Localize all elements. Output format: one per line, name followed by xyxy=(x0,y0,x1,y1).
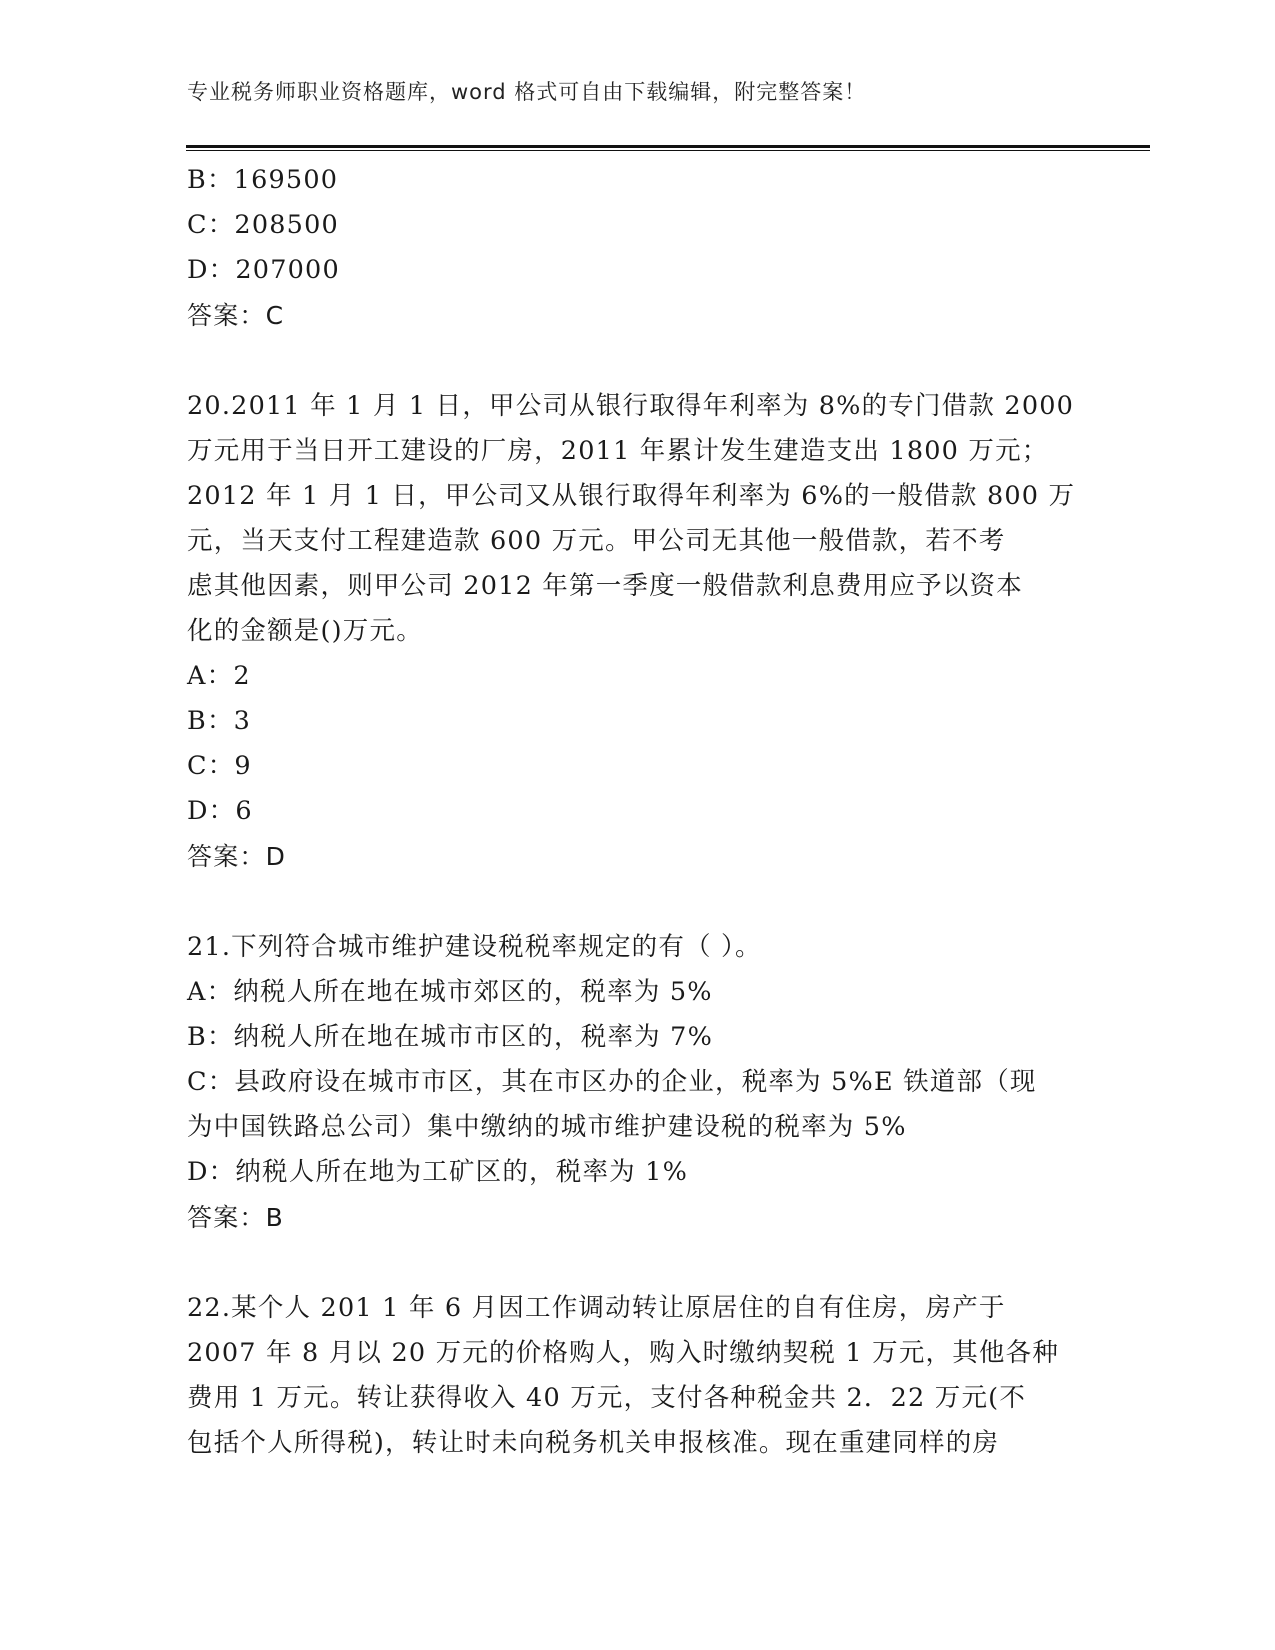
option-d: D：6 xyxy=(187,796,253,826)
option-b: B：169500 xyxy=(187,165,339,195)
answer: 答案：C xyxy=(187,301,285,330)
header-rule-thick xyxy=(186,145,1150,148)
question-text-line: 化的金额是()万元。 xyxy=(187,616,423,646)
question-text-line: 22.某个人 201 1 年 6 月因工作调动转让原居住的自有住房，房产于 xyxy=(187,1293,1006,1323)
question-text-line: 20.2011 年 1 月 1 日，甲公司从银行取得年利率为 8%的专门借款 2000 xyxy=(187,391,1075,421)
option-a: A：纳税人所在地在城市郊区的，税率为 5% xyxy=(187,977,713,1007)
option-b: B：纳税人所在地在城市市区的，税率为 7% xyxy=(187,1022,713,1052)
option-b: B：3 xyxy=(187,706,252,736)
option-c: C：9 xyxy=(187,751,252,781)
question-text-line: 2007 年 8 月以 20 万元的价格购人，购入时缴纳契税 1 万元，其他各种 xyxy=(187,1338,1060,1368)
document-body xyxy=(187,158,1077,1466)
question-text-line: 虑其他因素，则甲公司 2012 年第一季度一般借款利息费用应予以资本 xyxy=(187,571,1023,601)
option-c-continued: 为中国铁路总公司）集中缴纳的城市维护建设税的税率为 5% xyxy=(187,1112,907,1142)
option-a: A：2 xyxy=(187,661,251,691)
question-text-line: 包括个人所得税)，转让时未向税务机关申报核准。现在重建同样的房 xyxy=(187,1428,1000,1458)
option-c: C：208500 xyxy=(187,210,339,240)
question-19-tail xyxy=(187,158,1077,338)
question-text-line: 21.下列符合城市维护建设税税率规定的有（ ）。 xyxy=(187,932,762,962)
question-text-line: 费用 1 万元。转让获得收入 40 万元，支付各种税金共 2．22 万元(不 xyxy=(187,1383,1027,1413)
option-c: C：县政府设在城市市区，其在市区办的企业，税率为 5%E 铁道部（现 xyxy=(187,1067,1037,1097)
option-d: D：纳税人所在地为工矿区的，税率为 1% xyxy=(187,1157,689,1187)
header-rule-thin xyxy=(186,150,1150,151)
question-text-line: 元，当天支付工程建造款 600 万元。甲公司无其他一般借款，若不考 xyxy=(187,526,1006,556)
answer: 答案：B xyxy=(187,1203,284,1232)
question-text-line: 万元用于当日开工建设的厂房，2011 年累计发生建造支出 1800 万元； xyxy=(187,436,1049,466)
question-21 xyxy=(187,925,1077,1240)
answer: 答案：D xyxy=(187,842,287,871)
option-d: D：207000 xyxy=(187,255,340,285)
question-20 xyxy=(187,384,1077,879)
question-22 xyxy=(187,1286,1077,1466)
question-text-line: 2012 年 1 月 1 日，甲公司又从银行取得年利率为 6%的一般借款 800 万 xyxy=(187,481,1076,511)
page-header: 专业税务师职业资格题库，word 格式可自由下载编辑，附完整答案！ xyxy=(187,80,867,104)
